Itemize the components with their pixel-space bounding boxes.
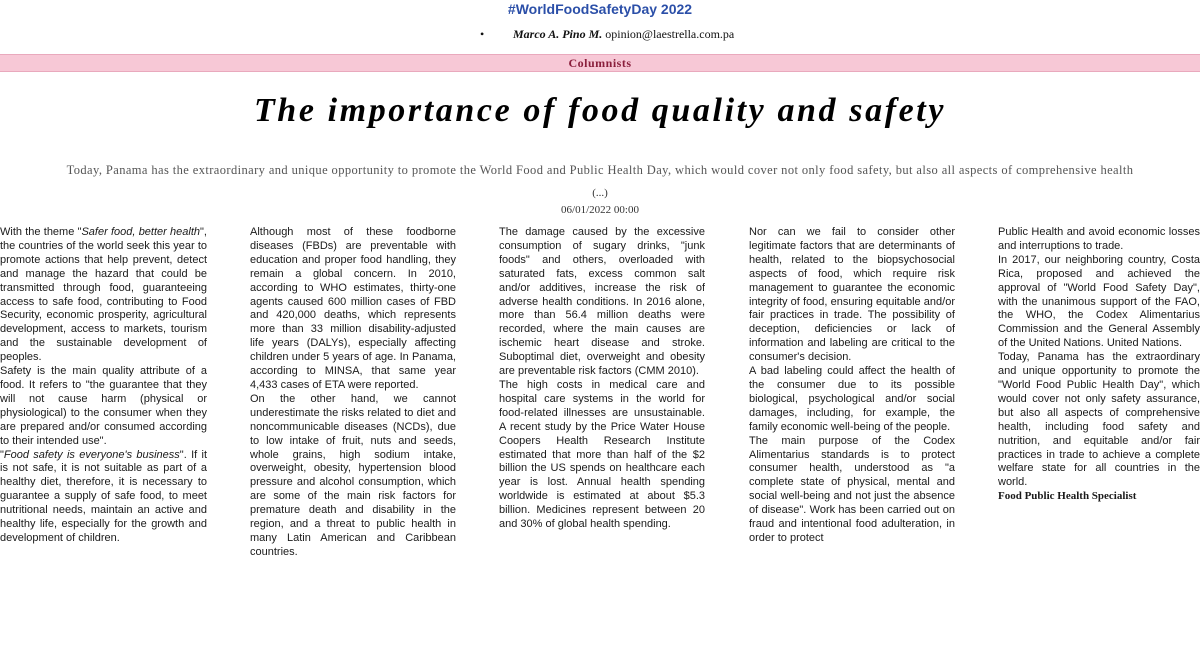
paragraph: The main purpose of the Codex Alimentarius standards is to protect consumer health, understood as "a complete state of physical, mental and social well-being and not just the absence of disease". Work has been carried out on fraud and intentional food adulteration, in order to protect [749,434,955,544]
author-title: Food Public Health Specialist [998,490,1137,503]
section-label[interactable]: Columnists [0,54,1200,72]
author-line [480,26,734,42]
paragraph: With the theme "Safer food, better health", the countries of the world seek this year to promote actions that help prevent, detect and manage the hazard that could be transmitted through food, guaranteeing access to safe food, contributing to Food Security, economic prosperity, agricultural development, access to markets, tourism and the sustainable development of peoples. [0,226,207,364]
article-column-5 [998,226,1200,650]
paragraph: The damage caused by the excessive consumption of sugary drinks, "junk foods" and others, overloaded with saturated fats, excess common salt and/or additives, increase the risk of adverse health conditions. In 2016 alone, more than 56.4 million deaths were recorded, where the main causes are ischemic heart disease and stroke. Suboptimal diet, overweight and obesity are preventable risk factors (CMM 2010). [499,226,705,378]
article-column-2 [250,226,456,650]
article-column-1 [0,226,207,650]
article-subtitle: Today, Panama has the extraordinary and unique opportunity to promote the World Food and Public Health Day, which would cover not only food safety, but also all aspects of comprehensive health [66,163,1134,177]
paragraph: "Food safety is everyone's business". If it is not safe, it is not suitable as part of a healthy diet, therefore, it is necessary to guarantee a supply of safe food, to meet nutritional needs, maintain an active and healthy life, especially for the growth and development of children. [0,448,207,544]
paragraph: The high costs in medical care and hospital care systems in the world for food-related illnesses are unsustainable. A recent study by the Price Water House Coopers Health Research Institute estimated that more than half of the $2 billion the US spends on healthcare each year is lost. Annual health spending worldwide is estimated at about $5.3 billion. Medicines represent between 20 and 30% of global health spending. [499,378,705,531]
author-email[interactable]: opinion@laestrella.com.pa [605,27,735,41]
paragraph: Although most of these foodborne diseases (FBDs) are preventable with education and proper food handling, they remain a global concern. In 2010, according to WHO estimates, thirty-one agents caused 600 million cases of FBD and 420,000 deaths, which represents more than 33 million disability-adjusted life years (DALYs), especially affecting children under 5 years of age. In Panama, according to MINSA, that same year 4,433 cases of ETA were reported. [250,226,456,391]
bullet-icon: • [480,27,485,41]
paragraph: Public Health and avoid economic losses and interruptions to trade. [998,226,1200,252]
article-title: The importance of food quality and safety [253,92,947,129]
paragraph: Safety is the main quality attribute of a food. It refers to "the guarantee that they will not cause harm (physical or physiological) to the consumer when they are prepared and/or consumed according to their intended use". [0,365,207,447]
paragraph: A bad labeling could affect the health of the consumer due to its possible biological, psychological and/or social damages, including, for example, the family economic well-being of the people. [749,365,955,433]
article-column-4 [749,226,955,650]
author-name[interactable]: Marco A. Pino M. [513,27,603,41]
paragraph: Nor can we fail to consider other legitimate factors that are determinants of health, related to the biopsychosocial aspects of food, which require risk management to guarantee the economic integrity of food, ensuring equitable and/or fair practices in trade. The possibility of deception, deficiencies or lack of information and labeling are critical to the consumer's decision. [749,226,955,364]
paragraph: Today, Panama has the extraordinary and unique opportunity to promote the "World Food Public Health Day", which would cover not only safety assurance, but also all aspects of comprehensive health, including food safety and nutrition, and equitable and/or fair practices in trade to achieve a complete welfare state for all countries in the world. [998,351,1200,489]
article-column-3 [499,226,705,650]
subtitle-ellipsis: (...) [592,187,608,199]
paragraph: On the other hand, we cannot underestimate the risks related to diet and noncommunicable diseases (NCDs), due to low intake of fruit, nuts and seeds, whole grains, high sodium intake, overweight, obesity, hypertension blood pressure and alcohol consumption, which are some of the main risk factors for premature death and disability in the region, and a threat to public health in many Latin American and Caribbean countries. [250,392,456,558]
hashtag-title: #WorldFoodSafetyDay 2022 [507,1,693,17]
publish-date: 06/01/2022 00:00 [561,204,639,216]
paragraph: In 2017, our neighboring country, Costa Rica, proposed and achieved the approval of "World Food Safety Day", with the unanimous support of the FAO, the WHO, the Codex Alimentarius Commission and the General Assembly of the United Nations. United Nations. [998,253,1200,350]
